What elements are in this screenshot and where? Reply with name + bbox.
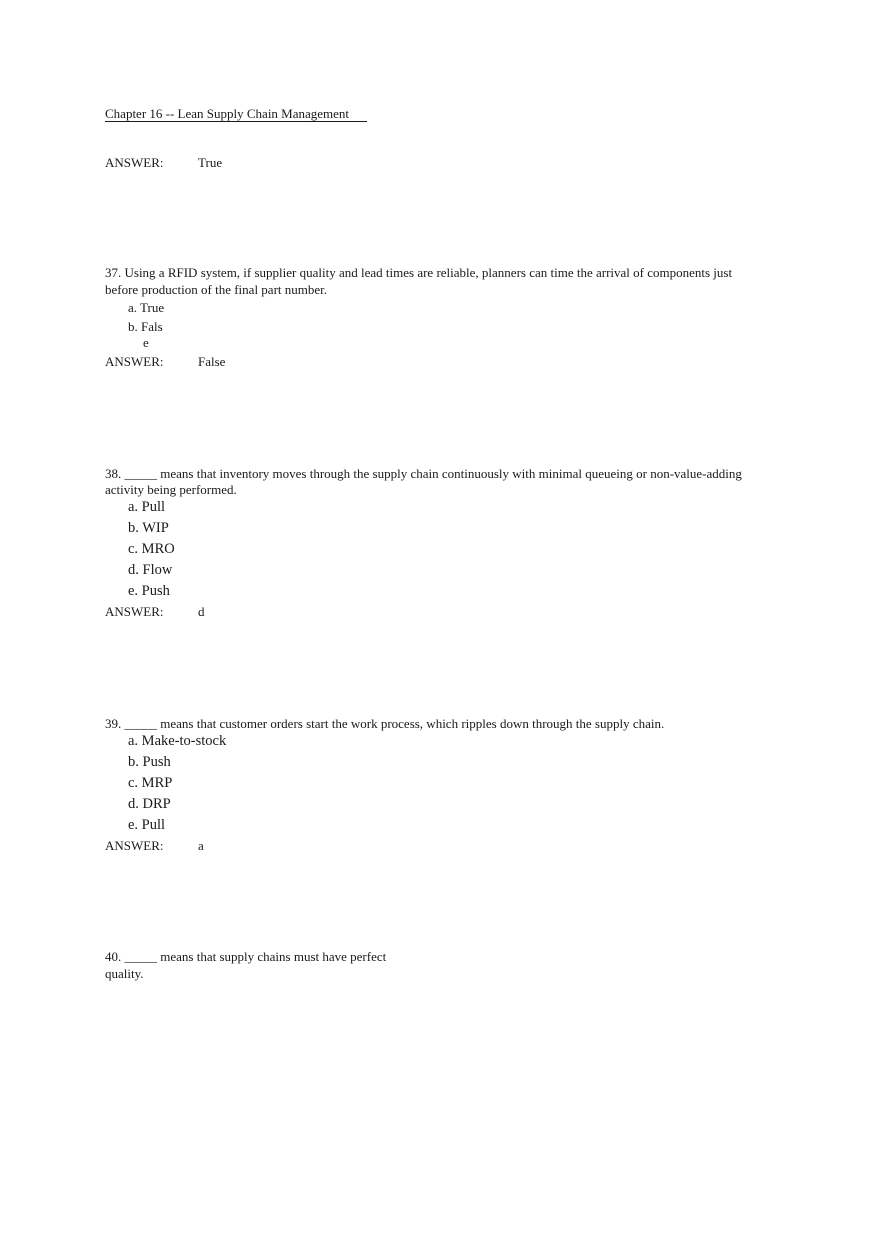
- q38-option-b: b. WIP: [128, 520, 169, 536]
- q38-text-line2: activity being performed.: [105, 482, 237, 497]
- q37-text-line2: before production of the final part number.: [105, 282, 328, 297]
- q38-option-c: c. MRO: [128, 541, 175, 557]
- q37-answer-label: ANSWER:: [105, 354, 164, 369]
- q39-option-c: c. MRP: [128, 775, 173, 791]
- q39-option-d: d. DRP: [128, 796, 171, 812]
- q37-text-line1: 37. Using a RFID system, if supplier quality and lead times are reliable, planners can time the arrival of components just: [105, 265, 733, 280]
- q39-answer-label: ANSWER:: [105, 838, 164, 853]
- q38-option-a: a. Pull: [128, 499, 166, 515]
- q38-option-d: d. Flow: [128, 562, 173, 578]
- q36-answer-value: True: [198, 155, 223, 170]
- q40-text-line1: 40. _____ means that supply chains must have perfect: [105, 949, 387, 964]
- q40-text-line2: quality.: [105, 966, 144, 981]
- chapter-header: Chapter 16 -- Lean Supply Chain Management: [105, 106, 367, 122]
- q38-text-line1: 38. _____ means that inventory moves through the supply chain continuously with minimal queueing or non-value-adding: [105, 466, 742, 481]
- q39-answer-value: a: [198, 838, 204, 853]
- q37-option-b: b. Fals: [128, 319, 163, 334]
- q38-answer-value: d: [198, 604, 205, 619]
- q39-option-a: a. Make-to-stock: [128, 733, 227, 749]
- q39-option-e: e. Pull: [128, 817, 166, 833]
- q38-answer-label: ANSWER:: [105, 604, 164, 619]
- q36-answer-label: ANSWER:: [105, 155, 164, 170]
- q37-option-a: a. True: [128, 300, 165, 315]
- q38-option-e: e. Push: [128, 583, 170, 599]
- q37-option-b-wrap: e: [143, 335, 149, 350]
- q39-option-b: b. Push: [128, 754, 171, 770]
- q37-answer-value: False: [198, 354, 226, 369]
- q39-text-line1: 39. _____ means that customer orders start the work process, which ripples down through the supply chain.: [105, 716, 665, 731]
